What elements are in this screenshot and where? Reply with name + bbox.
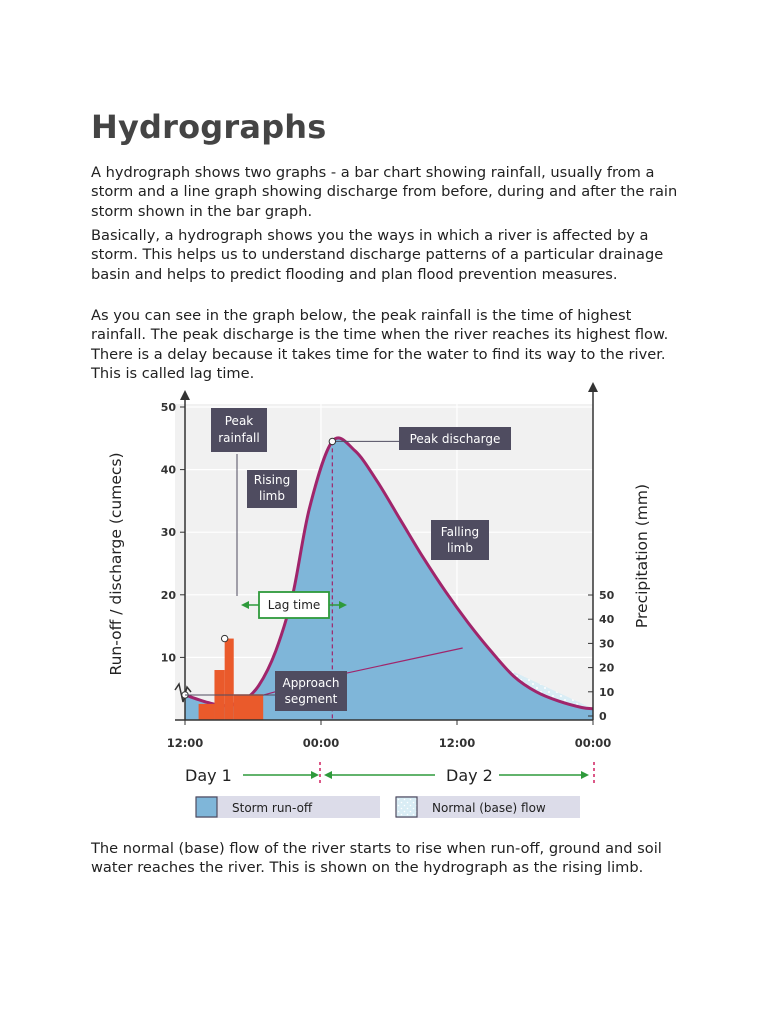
x-axis-ticks (167, 720, 612, 750)
y2-tick-label-0: 0 (599, 710, 607, 723)
y2-tick-label-10: 10 (599, 685, 615, 699)
y-tick-label-10: 10 (160, 651, 176, 665)
page-title: Hydrographs (91, 108, 327, 146)
legend-storm-label: Storm run-off (232, 801, 313, 815)
x-tick-label-4: 00:00 (574, 736, 612, 750)
paragraph-lag-time: As you can see in the graph below, the peak rainfall is the time of highest rainfall. The peak discharge is the time when the river reaches its highest flow. There is a delay because it takes time for the water to find its way to the river. This is called lag time. (91, 307, 669, 382)
y-axis-label: Run-off / discharge (cumecs) (107, 452, 125, 676)
paragraph-purpose: Basically, a hydrograph shows you the ways in which a river is affected by a storm. This helps us to understand discharge patterns of a particular drainage basin and helps to predict flooding and plan flood prevention measures. (91, 227, 664, 283)
y2-tick-label-30: 30 (599, 637, 615, 651)
x-tick-label-1: 12:00 (166, 736, 204, 750)
y2-tick-label-20: 20 (599, 661, 615, 675)
y-tick-label-30: 30 (160, 526, 176, 540)
rainfall-bar-1 (199, 704, 215, 720)
day-1-label: Day 1 (185, 766, 232, 785)
falling-limb-label: Falling limb (440, 525, 480, 555)
y2-axis-label: Precipitation (mm) (633, 483, 651, 629)
peak-discharge-marker (329, 438, 335, 444)
y-tick-label-20: 20 (160, 588, 176, 602)
legend-base-label: Normal (base) flow (432, 801, 546, 815)
x-tick-label-2: 00:00 (302, 736, 340, 750)
peak-rainfall-marker (221, 635, 227, 641)
y2-tick-label-50: 50 (599, 589, 615, 602)
paragraph-intro: A hydrograph shows two graphs - a bar chart showing rainfall, usually from a storm and a line graph showing discharge from before, during and after the rain storm shown in the bar graph. (91, 164, 678, 220)
y-tick-label-40: 40 (160, 463, 176, 477)
hydrograph-chart (91, 378, 651, 826)
day-2-label: Day 2 (446, 766, 493, 785)
y2-tick-label-40: 40 (599, 613, 615, 627)
rainfall-bar-3 (225, 639, 234, 720)
paragraph-rising-limb: The normal (base) flow of the river starts to rise when run-off, ground and soil water reaches the river. This is shown on the hydrograph as the rising limb. (91, 840, 662, 877)
x-tick-label-3: 12:00 (438, 736, 476, 750)
y-tick-label-50: 50 (160, 401, 176, 414)
day-timeline (243, 762, 594, 786)
lag-time-label: Lag time (267, 598, 321, 612)
approach-segment-label: Approach segment (282, 676, 340, 706)
peak-rainfall-label: Peak rainfall (218, 414, 260, 445)
rainfall-bar-4 (234, 694, 263, 720)
peak-discharge-label: Peak discharge (409, 432, 501, 446)
legend (196, 796, 580, 818)
rising-limb-label: Rising limb (253, 473, 291, 503)
